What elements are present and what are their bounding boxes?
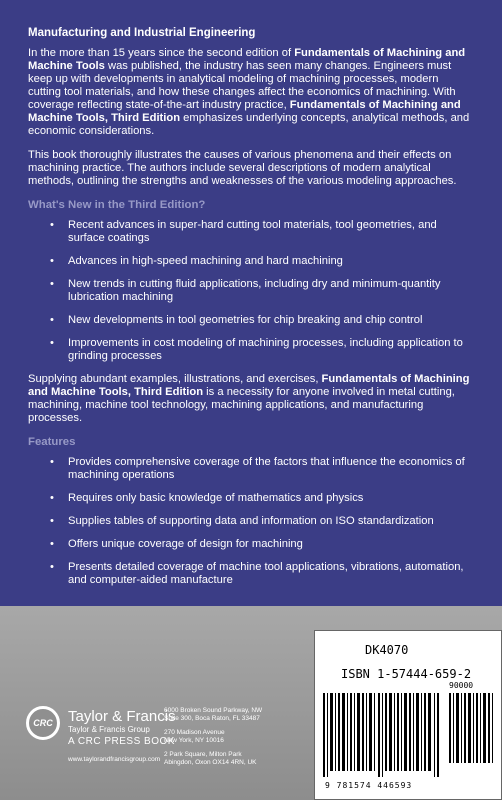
barcode-addon-bars-icon [449, 693, 495, 763]
list-item: • Provides comprehensive coverage of the factors that influence the economics of machining operations [58, 456, 474, 482]
features-heading: Features [28, 436, 76, 448]
supply-paragraph: Supplying abundant examples, illustrations, and exercises, Fundamentals of Machining and Machine Tools, Third Edition is a necessity for anyone involved in metal cutting, machining, machine tool technology, machining applications, and manufacturing processes. [28, 373, 470, 424]
list-item: • Offers unique coverage of design for machining [58, 538, 474, 551]
publisher-group: Taylor & Francis Group [68, 725, 150, 734]
list-item: • New trends in cutting fluid applications, including dry and minimum-quantity lubrication machining [58, 278, 474, 304]
product-code: DK4070 [365, 643, 409, 657]
list-item: • New developments in tool geometries for chip breaking and chip control [58, 314, 474, 327]
address-new-york: 270 Madison Avenue New York, NY 10016 [164, 729, 225, 744]
publisher-url: www.taylorandfrancisgroup.com [68, 756, 161, 763]
whats-new-heading: What's New in the Third Edition? [28, 199, 206, 211]
whats-new-list [58, 219, 474, 363]
isbn-barcode [314, 630, 502, 800]
category-label: Manufacturing and Industrial Engineering [28, 27, 256, 39]
list-item: • Improvements in cost modeling of machining processes, including application to grinding processes [58, 337, 474, 363]
publisher-imprint: A CRC PRESS BOOK [68, 736, 175, 747]
list-item: • Supplies tables of supporting data and information on ISO standardization [58, 515, 474, 528]
address-boca-raton: 6000 Broken Sound Parkway, NW Suite 300, Boca Raton, FL 33487 [164, 707, 263, 722]
price-code: 90000 [449, 681, 474, 690]
crc-logo-icon: CRC [26, 706, 60, 740]
features-list [58, 456, 474, 587]
barcode-digits: 9 781574 446593 [325, 781, 413, 790]
list-item: • Requires only basic knowledge of mathematics and physics [58, 492, 474, 505]
list-item: • Presents detailed coverage of machine tool applications, vibrations, automation, and computer-aided manufacture [58, 561, 474, 587]
isbn-number: ISBN 1-57444-659-2 [341, 667, 472, 681]
intro-paragraph-1: In the more than 15 years since the second edition of Fundamentals of Machining and Machine Tools was published, the industry has seen many changes. Engineers must keep up with developments in analytical modeling of machining processes, modern cutting tool materials, and how these changes affect the economics of machining. With coverage reflecting state-of-the-art industry practice, Fundamentals of Machining and Machine Tools, Third Edition emphasizes underlying concepts, analytical methods, and economic considerations. [28, 47, 470, 137]
publisher-footer [0, 606, 502, 800]
publisher-name: Taylor & Francis [68, 708, 176, 725]
intro-paragraph-2: This book thoroughly illustrates the causes of various phenomena and their effects on machining practice. The authors include several descriptions of modern analytical methods, outlining the strengths and weaknesses of the various modeling approaches. [28, 149, 457, 187]
list-item: • Advances in high-speed machining and hard machining [58, 255, 474, 268]
barcode-bars-icon [323, 693, 443, 777]
list-item: • Recent advances in super-hard cutting tool materials, tool geometries, and surface coatings [58, 219, 474, 245]
address-abingdon: 2 Park Square, Milton Park Abingdon, Oxon OX14 4RN, UK [164, 751, 257, 766]
